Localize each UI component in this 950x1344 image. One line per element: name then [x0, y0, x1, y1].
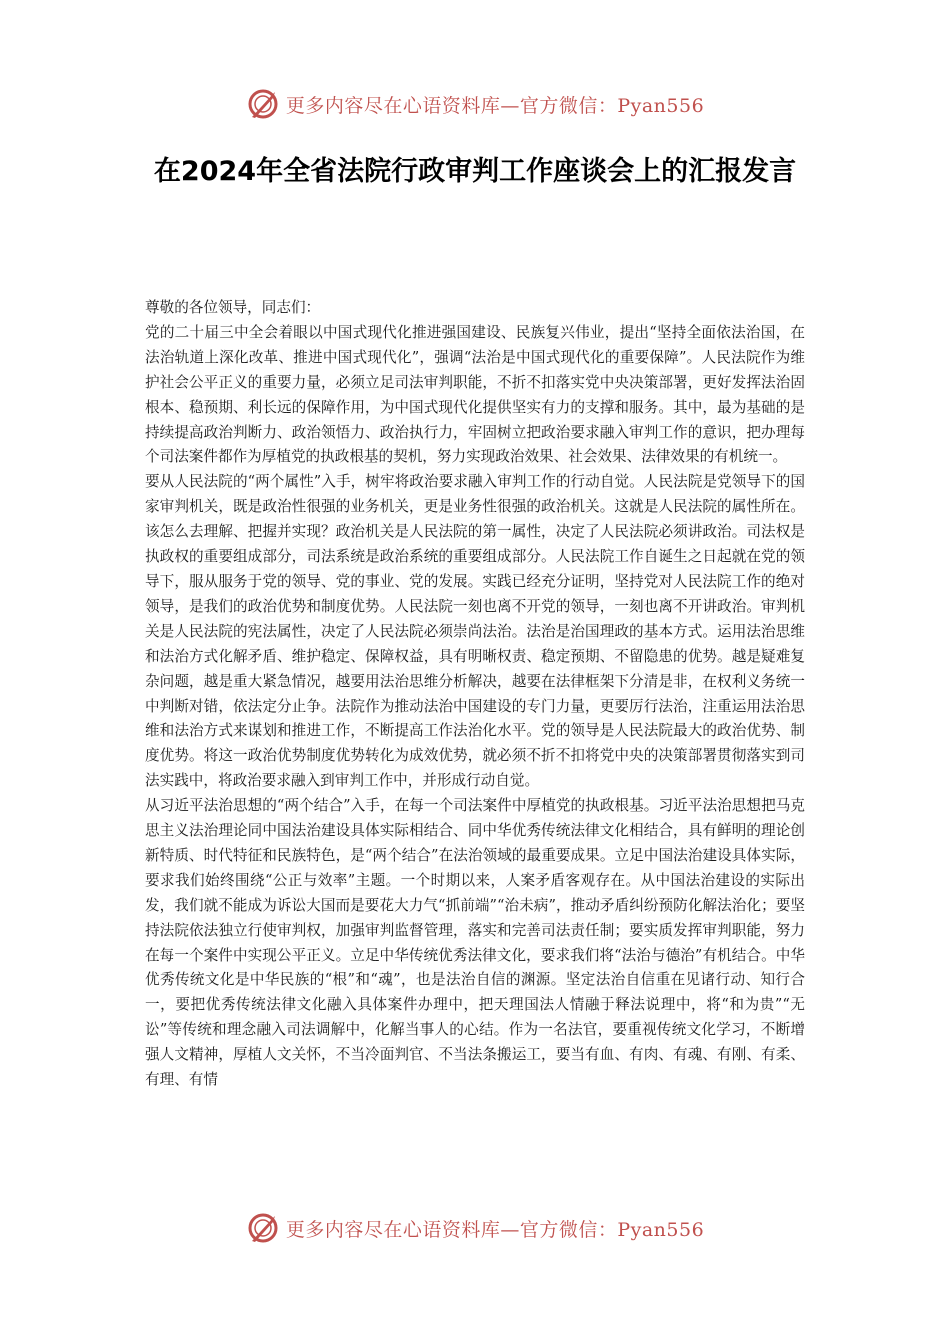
header-watermark-text: 更多内容尽在心语资料库—官方微信：Pyan556: [285, 94, 705, 117]
document-body: [145, 296, 805, 1093]
quill-seal-icon: [246, 87, 280, 121]
quill-seal-icon: [246, 1211, 280, 1245]
header-watermark-banner: [0, 84, 950, 124]
document-title: 在2024年全省法院行政审判工作座谈会上的汇报发言: [153, 156, 797, 187]
body-paragraph-3: 从习近平法治思想的“两个结合”入手，在每一个司法案件中厚植党的执政根基。习近平法治思想把马克思主义法治理论同中国法治建设具体实际相结合、同中华优秀传统法律文化相结合，具有鲜明的理论创新特质、时代特征和民族特色，是“两个结合”在法治领域的最重要成果。立足中国法治建设具体实际，要求我们始终围绕“公正与效率”主题。一个时期以来，人案矛盾客观存在。从中国法治建设的实际出发，我们就不能成为诉讼大国而是要花大力气“抓前端”“治未病”，推动矛盾纠纷预防化解法治化；要坚持法院依法独立行使审判权，加强审判监督管理，落实和完善司法责任制；要实质发挥审判职能，努力在每一个案件中实现公平正义。立足中华传统优秀法律文化，要求我们将“法治与德治”有机结合。中华优秀传统文化是中华民族的“根”和“魂”，也是法治自信的渊源。坚定法治自信重在见诸行动、知行合一，要把优秀传统法律文化融入具体案件办理中，把天理国法人情融于释法说理中，将“和为贵”“无讼”等传统和理念融入司法调解中，化解当事人的心结。作为一名法官，要重视传统文化学习，不断增强人文精神，厚植人文关怀，不当冷面判官、不当法条搬运工，要当有血、有肉、有魂、有刚、有柔、有理、有情: [145, 797, 805, 1089]
body-paragraph-1: 党的二十届三中全会着眼以中国式现代化推进强国建设、民族复兴伟业，提出“坚持全面依法治国，在法治轨道上深化改革、推进中国式现代化”，强调“法治是中国式现代化的重要保障”。人民法院作为维护社会公平正义的重要力量，必须立足司法审判职能，不折不扣落实党中央决策部署，更好发挥法治固根本、稳预期、利长远的保障作用，为中国式现代化提供坚实有力的支撑和服务。其中，最为基础的是持续提高政治判断力、政治领悟力、政治执行力，牢固树立把政治要求融入审判工作的意识，把办理每个司法案件都作为厚植党的执政根基的契机，努力实现政治效果、社会效果、法律效果的有机统一。: [145, 323, 805, 466]
salutation: 尊敬的各位领导，同志们：: [145, 299, 321, 316]
footer-watermark-banner: [0, 1208, 950, 1248]
body-paragraph-2: 要从人民法院的“两个属性”入手，树牢将政治要求融入审判工作的行动自觉。人民法院是党领导下的国家审判机关，既是政治性很强的业务机关，更是业务性很强的政治机关。这就是人民法院的属性所在。该怎么去理解、把握并实现？政治机关是人民法院的第一属性，决定了人民法院必须讲政治。司法权是执政权的重要组成部分，司法系统是政治系统的重要组成部分。人民法院工作自诞生之日起就在党的领导下，服从服务于党的领导、党的事业、党的发展。实践已经充分证明，坚持党对人民法院工作的绝对领导，是我们的政治优势和制度优势。人民法院一刻也离不开党的领导，一刻也离不开讲政治。审判机关是人民法院的宪法属性，决定了人民法院必须崇尚法治。法治是治国理政的基本方式。运用法治思维和法治方式化解矛盾、维护稳定、保障权益，具有明晰权责、稳定预期、不留隐患的优势。越是疑难复杂问题，越是重大紧急情况，越要用法治思维分析解决，越要在法律框架下分清是非，在权利义务统一中判断对错，依法定分止争。法院作为推动法治中国建设的专门力量，更要厉行法治，注重运用法治思维和法治方式来谋划和推进工作，不断提高工作法治化水平。党的领导是人民法院最大的政治优势、制度优势。将这一政治优势制度优势转化为成效优势，就必须不折不扣将党中央的决策部署贯彻落实到司法实践中，将政治要求融入到审判工作中，并形成行动自觉。: [145, 473, 805, 790]
footer-watermark-text: 更多内容尽在心语资料库—官方微信：Pyan556: [285, 1218, 705, 1241]
